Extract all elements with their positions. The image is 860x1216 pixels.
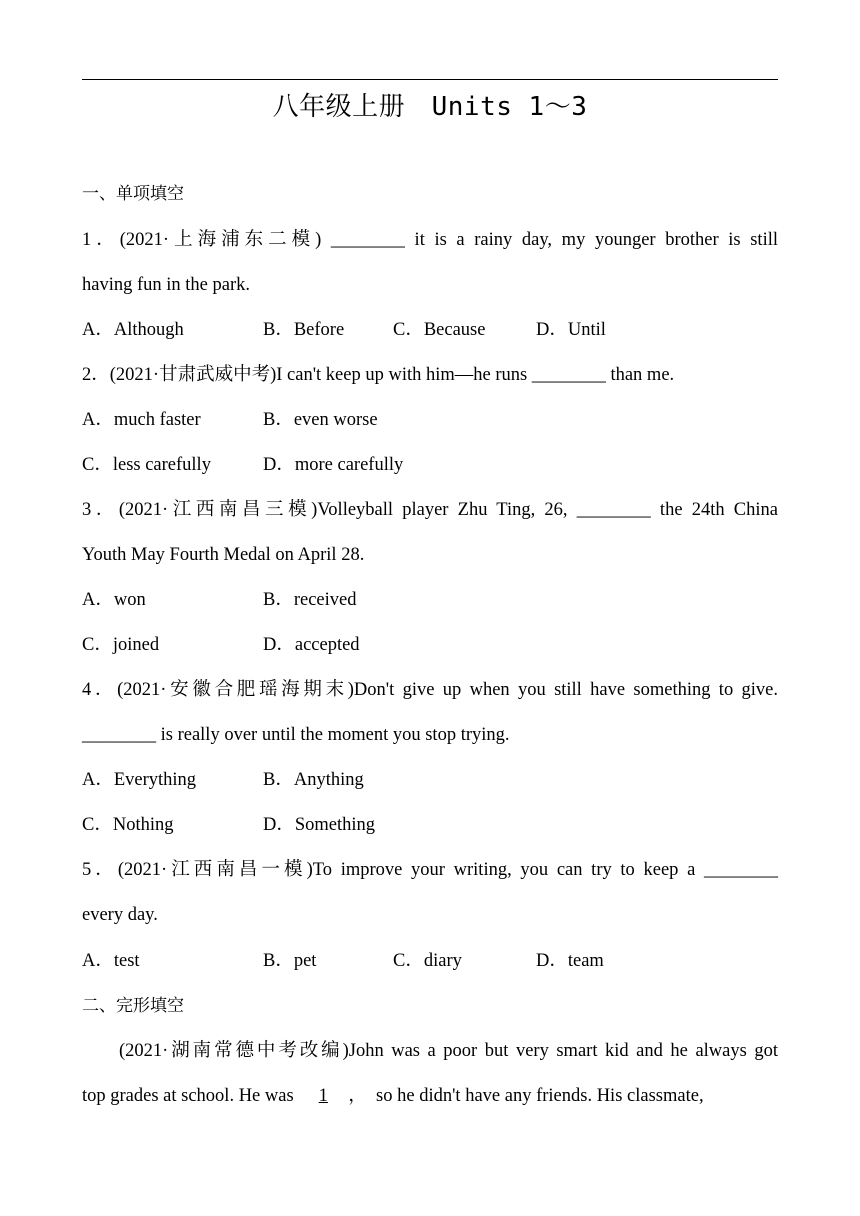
section-heading-cloze: 二、完形填空	[82, 996, 184, 1016]
question-5-option-b: B．pet	[263, 951, 317, 971]
question-1-option-c: C．Because	[393, 320, 486, 340]
passage-line-2	[82, 1085, 778, 1107]
question-2-option-a: A．much faster	[82, 410, 201, 430]
question-3-line-1: 3．(2021·江西南昌三模)Volleyball player Zhu Ting, 26, ________ the 24th China	[82, 500, 778, 520]
question-3-line-2: Youth May Fourth Medal on April 28.	[82, 545, 365, 565]
question-3-option-b: B．received	[263, 590, 357, 610]
question-3-option-d: D．accepted	[263, 635, 360, 655]
question-1-option-b: B．Before	[263, 320, 345, 340]
question-4-option-b: B．Anything	[263, 770, 364, 790]
question-2-option-d: D．more carefully	[263, 455, 404, 475]
passage-line-2-end: ， so he didn't have any friends. His classmate,	[348, 1086, 704, 1106]
question-2-option-b: B．even worse	[263, 410, 378, 430]
question-4-line-1: 4．(2021·安徽合肥瑶海期末)Don't give up when you still have something to give.	[82, 680, 778, 700]
header-rule	[82, 79, 778, 80]
page-title: 八年级上册 Units 1～3	[272, 92, 588, 122]
question-2-line-1: 2．(2021·甘肃武威中考)I can't keep up with him—he runs ________ than me.	[82, 365, 675, 385]
passage-line-2-start: top grades at school. He was	[82, 1086, 299, 1106]
section-heading-single-choice: 一、单项填空	[82, 184, 184, 204]
question-4-option-a: A．Everything	[82, 770, 197, 790]
cloze-blank-1: 1	[318, 1086, 328, 1106]
question-5-line-2: every day.	[82, 905, 158, 925]
question-4-option-c: C．Nothing	[82, 815, 174, 835]
question-1-line-1: 1．(2021·上海浦东二模) ________ it is a rainy day, my younger brother is still	[82, 230, 778, 250]
question-1-option-d: D．Until	[536, 320, 606, 340]
question-2-option-c: C．less carefully	[82, 455, 211, 475]
question-1-line-2: having fun in the park.	[82, 275, 250, 295]
question-5-option-c: C．diary	[393, 951, 462, 971]
question-5-line-1: 5．(2021·江西南昌一模)To improve your writing, you can try to keep a ________	[82, 860, 778, 880]
question-4-option-d: D．Something	[263, 815, 376, 835]
question-3-option-c: C．joined	[82, 635, 160, 655]
question-5-option-a: A．test	[82, 951, 140, 971]
question-3-option-a: A．won	[82, 590, 146, 610]
passage-line-1: (2021·湖南常德中考改编)John was a poor but very smart kid and he always got	[119, 1041, 778, 1061]
question-1-option-a: A．Although	[82, 320, 184, 340]
question-5-option-d: D．team	[536, 951, 604, 971]
question-4-line-2: ________ is really over until the moment you stop trying.	[82, 725, 510, 745]
